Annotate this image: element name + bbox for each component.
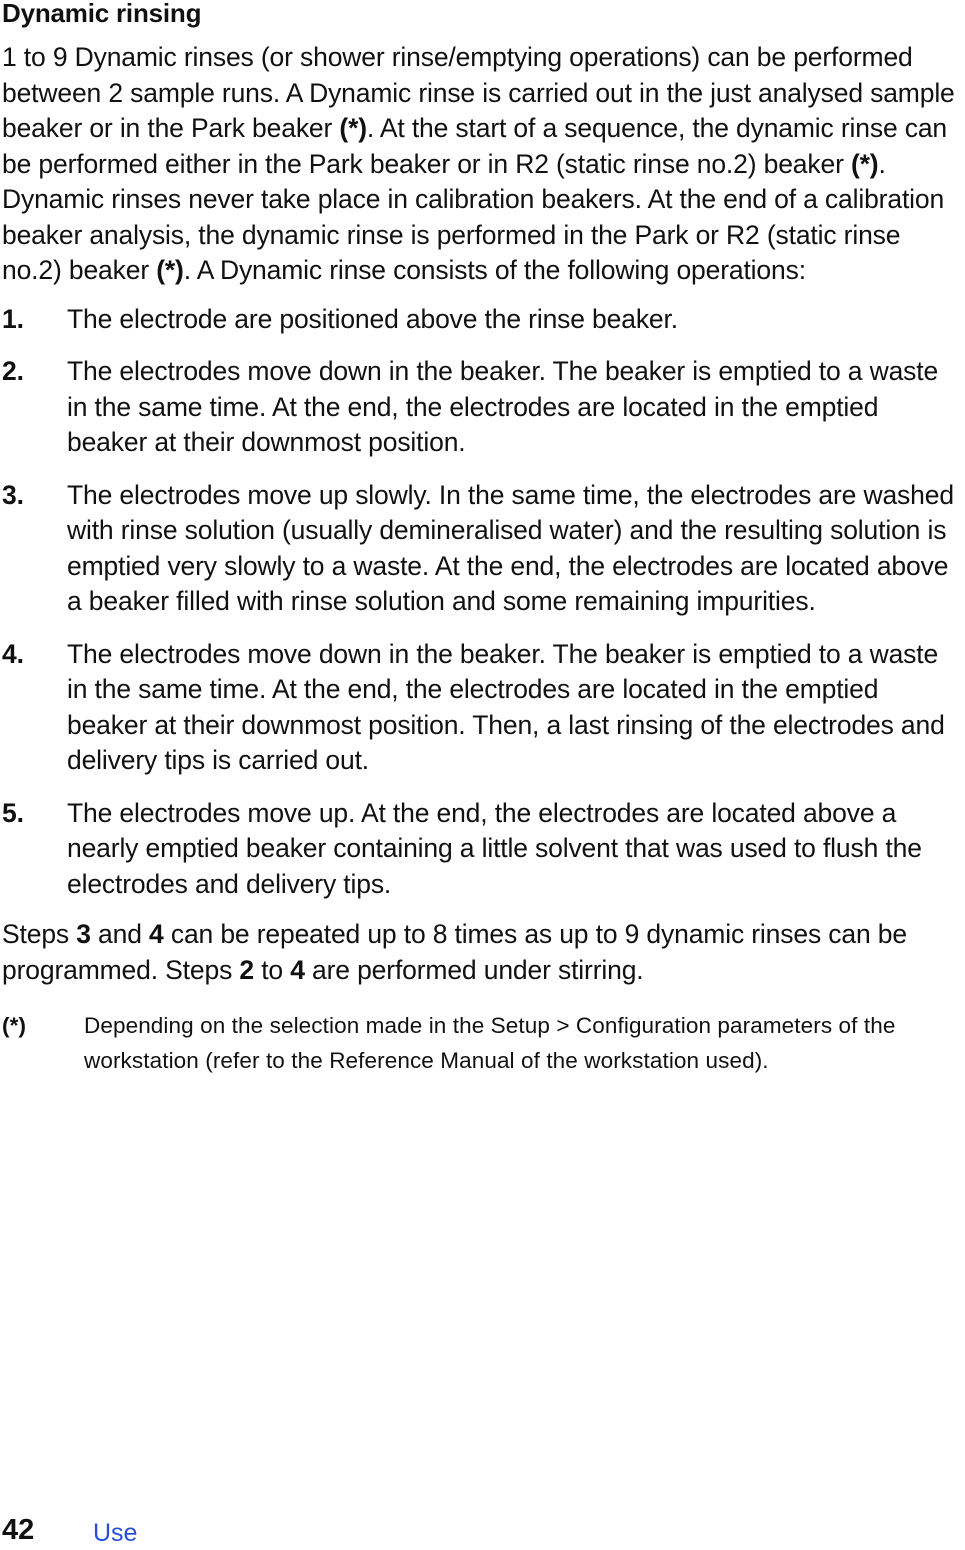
text-run: Steps xyxy=(2,919,77,949)
step-number: 3. xyxy=(2,479,24,510)
footnote-mark: (*) xyxy=(2,1013,27,1038)
step-reference: 4 xyxy=(290,954,305,985)
page-footer xyxy=(2,1514,402,1550)
text-run: are performed under stirring. xyxy=(304,954,644,985)
list-item xyxy=(2,354,964,461)
footnote-text: Depending on the selection made in the Setup > Configuration parameters of the workstation (refer to the Reference Manual of the workstation used). xyxy=(84,1013,896,1073)
text-run: and xyxy=(90,919,150,949)
step-reference: 2 xyxy=(239,954,254,985)
step-text: The electrodes move up slowly. In the same time, the electrodes are washed with rinse solution (usually demineralised water) and the resulting solution is emptied very slowly to a waste. At the end, the electrodes are located above a beaker filled with rinse solution and some remaining impurities. xyxy=(67,479,954,616)
intro-text-1: 1 to 9 Dynamic rinses (or shower rinse/emptying operations) can be performed between 2 sample runs. A Dynamic rinse is carried out in the just analysed sample beaker or in the Park beaker xyxy=(2,42,955,143)
section-heading: Dynamic rinsing xyxy=(2,0,202,28)
footnote xyxy=(2,1008,964,1078)
footnote-marker: (*) xyxy=(850,148,879,179)
step-text: The electrodes move down in the beaker. The beaker is emptied to a waste in the same time. At the end, the electrodes are located in the emptied beaker at their downmost position. Then, a last rinsing of the electrodes and delivery tips is carried out. xyxy=(67,638,945,775)
step-text: The electrodes move down in the beaker. The beaker is emptied to a waste in the same time. At the end, the electrodes are located in the emptied beaker at their downmost position. xyxy=(67,356,939,457)
step-reference: 3 xyxy=(76,919,91,949)
list-item xyxy=(2,302,964,338)
step-reference: 4 xyxy=(149,919,164,949)
step-number: 1. xyxy=(2,303,24,334)
intro-text-3: . Dynamic rinses never take place in calibration beakers. At the end of a calibration beaker analysis, the dynamic rinse is performed in the Park or R2 (static rinse no.2) beaker xyxy=(2,148,945,285)
list-item xyxy=(2,478,964,620)
section-name: Use xyxy=(93,1519,138,1547)
list-item xyxy=(2,637,964,779)
operation-steps-list xyxy=(2,302,964,903)
step-text: The electrode are positioned above the rinse beaker. xyxy=(67,303,678,334)
document-page xyxy=(2,0,964,1078)
step-number: 5. xyxy=(2,797,24,828)
intro-paragraph xyxy=(2,40,964,289)
footnote-marker: (*) xyxy=(156,255,184,285)
page-number: 42 xyxy=(2,1514,35,1546)
list-item xyxy=(2,796,964,903)
step-number: 4. xyxy=(2,638,24,669)
text-run: to xyxy=(253,954,291,985)
steps-note-paragraph xyxy=(2,917,964,988)
footnote-marker: (*) xyxy=(339,113,367,143)
step-number: 2. xyxy=(2,356,24,386)
step-text: The electrodes move up. At the end, the electrodes are located above a nearly emptied beaker containing a little solvent that was used to flush the electrodes and delivery tips. xyxy=(67,797,922,899)
intro-text-2: . At the start of a sequence, the dynamic rinse can be performed either in the Park beaker or in R2 (static rinse no.2) beaker xyxy=(2,113,948,179)
intro-text-4: . A Dynamic rinse consists of the following operations: xyxy=(183,255,806,285)
text-run: can be repeated up to 8 times as up to 9 dynamic rinses can be programmed. Steps xyxy=(2,919,907,985)
